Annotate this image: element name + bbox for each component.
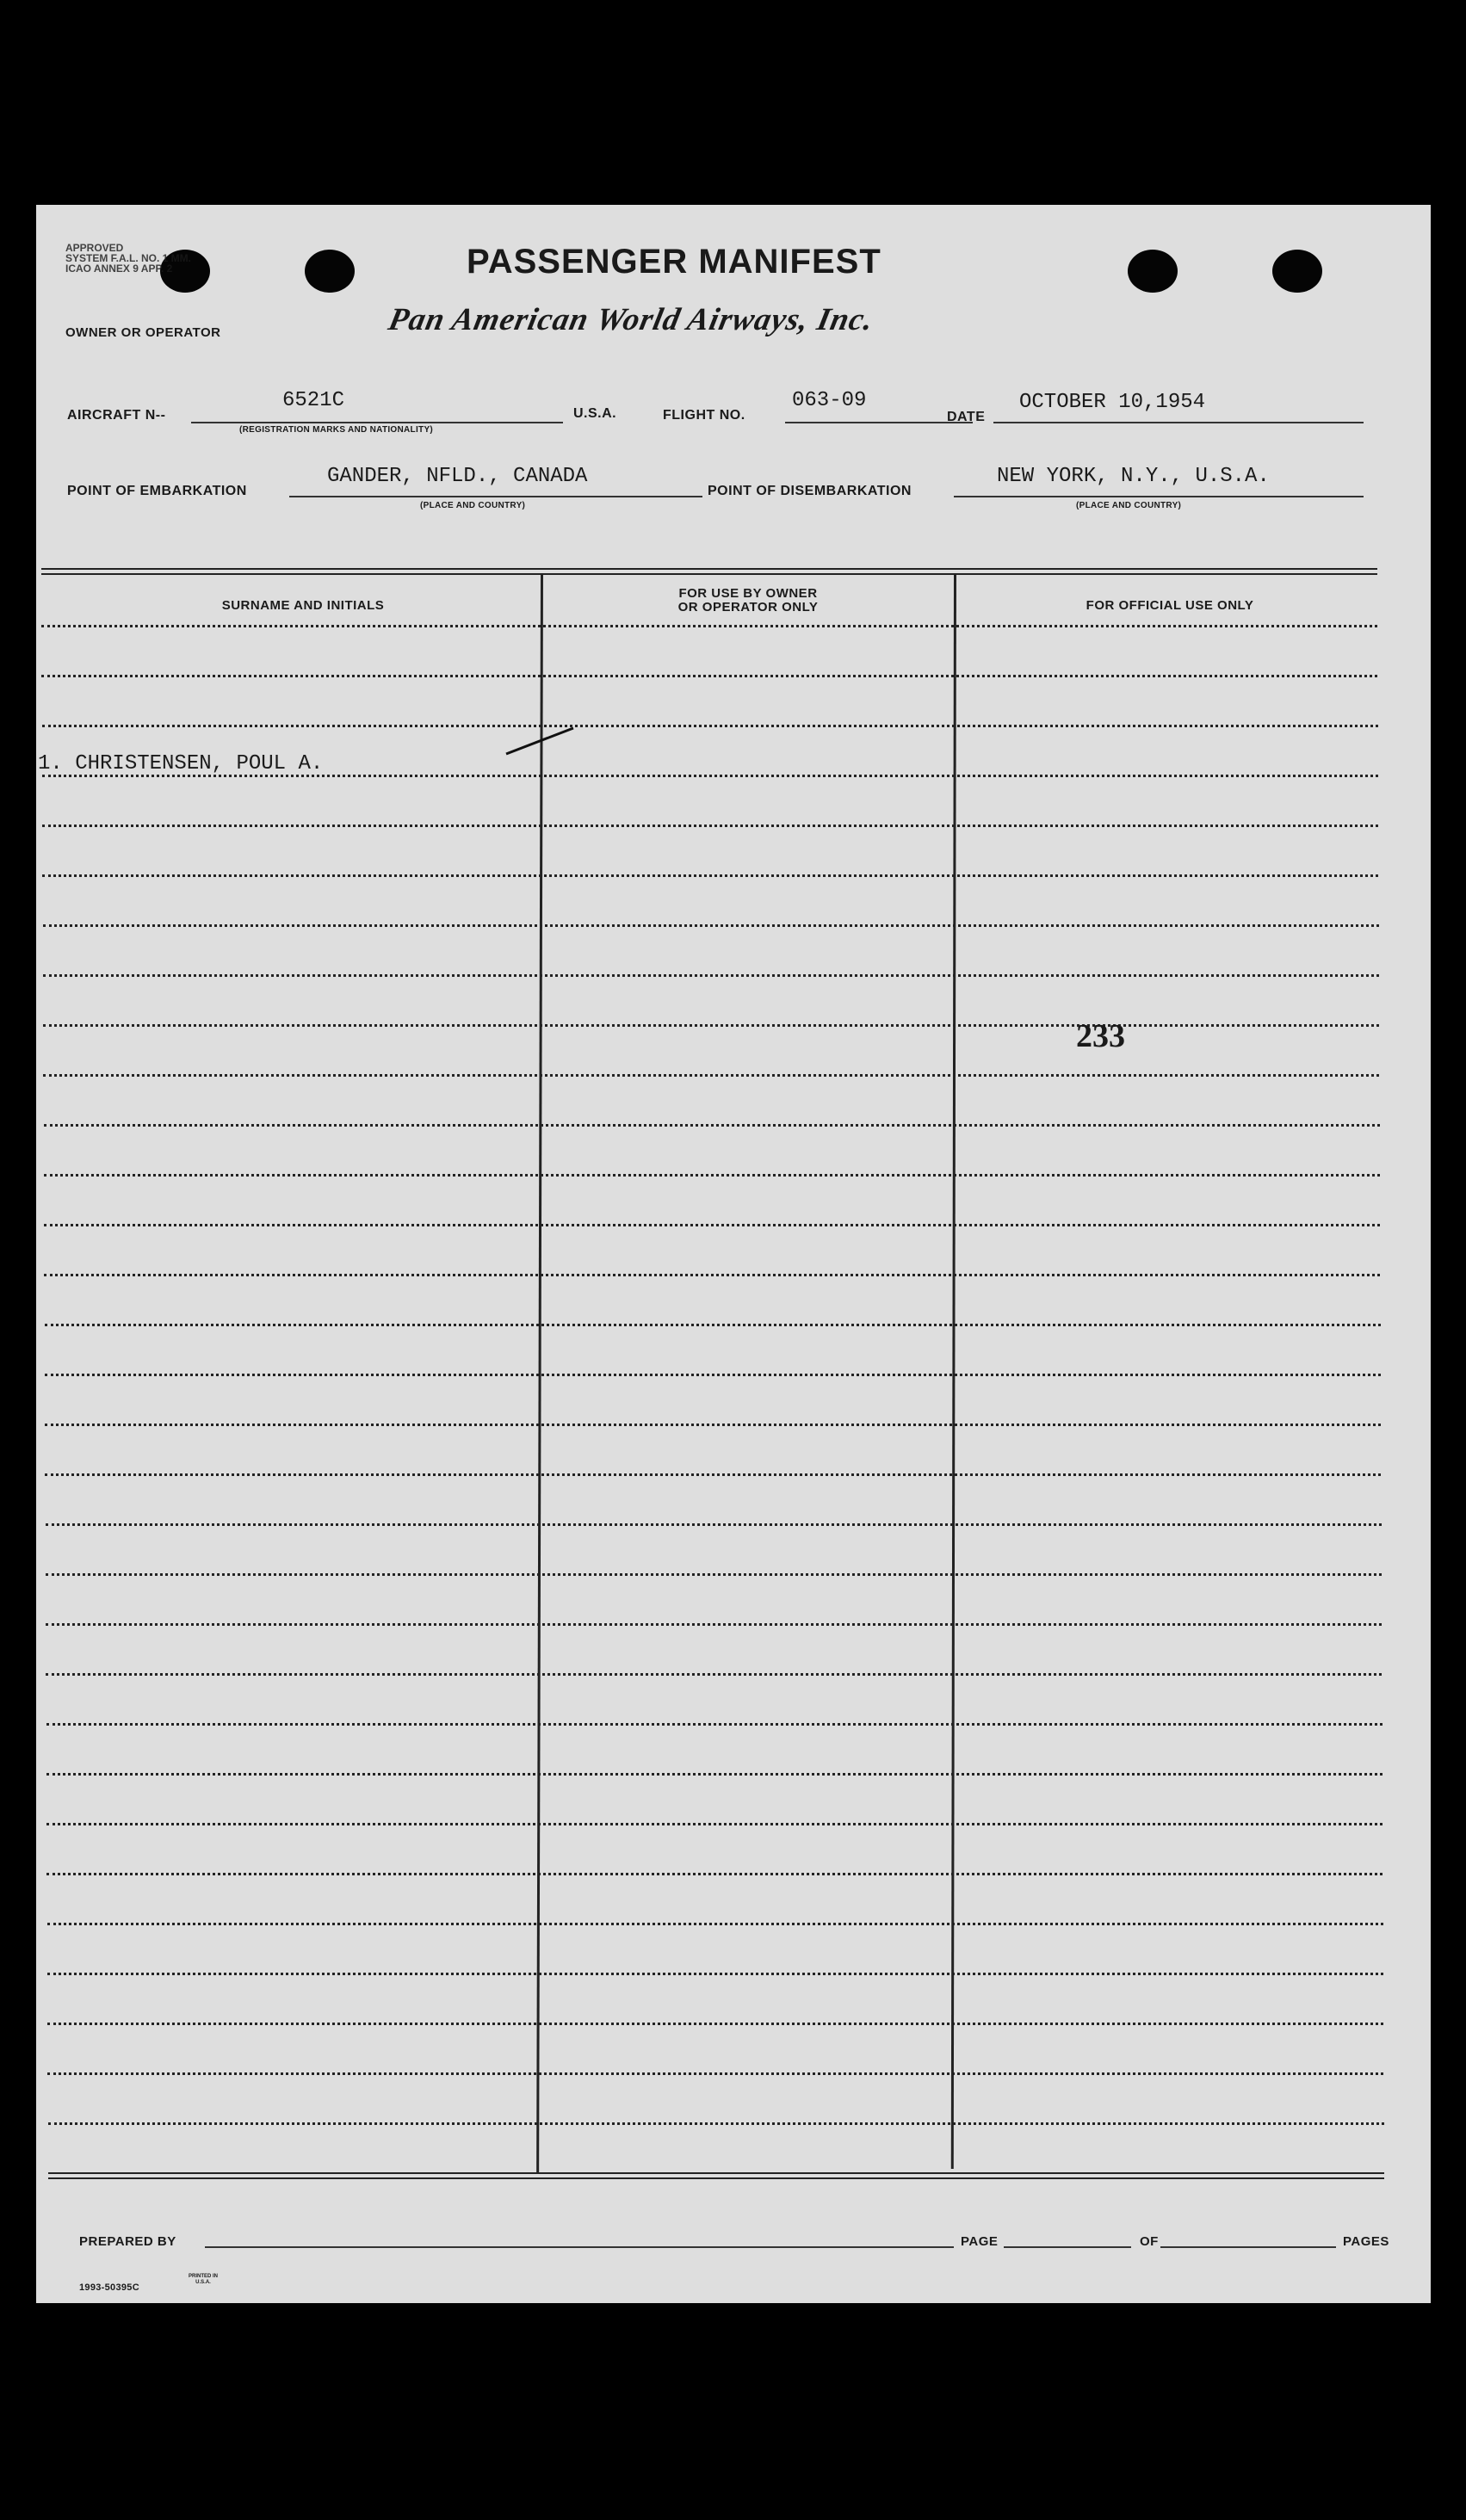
table-row-line [42, 825, 1378, 827]
passenger-entry: 1. CHRISTENSEN, POUL A. [38, 752, 324, 775]
embarkation-caption: (PLACE AND COUNTRY) [420, 501, 526, 510]
pages-label: PAGES [1343, 2234, 1389, 2249]
prepared-label: PREPARED BY [79, 2234, 176, 2249]
of-line [1160, 2246, 1336, 2248]
page-line [1004, 2246, 1131, 2248]
date-line [993, 422, 1364, 423]
disembarkation-value: NEW YORK, N.Y., U.S.A. [997, 465, 1270, 488]
registration-caption: (REGISTRATION MARKS AND NATIONALITY) [239, 425, 434, 435]
table-top-rule [41, 573, 1377, 575]
aircraft-label: AIRCRAFT N-- [67, 408, 166, 423]
table-row-line [46, 1523, 1382, 1526]
prepared-line [205, 2246, 954, 2248]
flight-value: 063-09 [792, 389, 867, 412]
table-row-line [46, 1673, 1382, 1676]
embarkation-line [289, 496, 702, 497]
table-row-line [43, 974, 1379, 977]
date-label: DATE [947, 410, 986, 424]
approval-text [65, 243, 191, 274]
table-row-line [44, 1124, 1380, 1127]
aircraft-line [191, 422, 563, 423]
table-row-line [44, 1174, 1380, 1177]
punch-hole [1272, 250, 1322, 293]
column-header-owner [546, 587, 950, 615]
table-row-line [46, 1573, 1382, 1576]
embarkation-value: GANDER, NFLD., CANADA [327, 465, 588, 488]
table-row-line [41, 675, 1377, 677]
disembarkation-caption: (PLACE AND COUNTRY) [1076, 501, 1182, 510]
table-row-line [43, 1024, 1379, 1027]
table-row-line [47, 2072, 1383, 2075]
table-row-line [44, 1224, 1380, 1226]
approval-line: SYSTEM F.A.L. NO. 1 MM. [65, 252, 192, 264]
nationality-label: U.S.A. [573, 406, 617, 421]
table-row-line [46, 1773, 1382, 1776]
manifest-sheet [36, 205, 1431, 2303]
table-row-line [47, 1973, 1383, 1975]
table-row-line [47, 2023, 1383, 2025]
table-row-line [46, 1873, 1382, 1875]
table-row-line [43, 1074, 1379, 1077]
official-number: 233 [1076, 1018, 1125, 1054]
owner-label: OWNER OR OPERATOR [65, 325, 221, 340]
of-label: OF [1140, 2234, 1159, 2249]
table-row-line [45, 1473, 1381, 1476]
column-header-owner-line: FOR USE BY OWNER [678, 586, 818, 601]
column-header-owner-line: OR OPERATOR ONLY [677, 600, 819, 615]
table-top-rule [41, 568, 1377, 570]
column-divider [951, 575, 956, 2169]
column-header-official: FOR OFFICIAL USE ONLY [1086, 598, 1254, 613]
disembarkation-line [954, 496, 1364, 497]
embarkation-label: POINT OF EMBARKATION [67, 484, 247, 498]
punch-hole [305, 250, 355, 293]
table-bottom-rule [48, 2177, 1384, 2179]
table-row-line [48, 2122, 1384, 2125]
form-number: 1993-50395C [79, 2282, 139, 2293]
aircraft-value: 6521C [282, 389, 345, 412]
approval-line: APPROVED [65, 242, 124, 254]
airline-name: Pan American World Airways, Inc. [385, 302, 877, 337]
date-value: OCTOBER 10,1954 [1019, 391, 1206, 414]
table-row-line [41, 625, 1377, 627]
disembarkation-label: POINT OF DISEMBARKATION [708, 484, 912, 498]
check-mark [501, 725, 578, 759]
table-row-line [46, 1823, 1382, 1825]
check-mark-stroke [506, 728, 573, 754]
table-row-line [45, 1324, 1381, 1326]
approval-line: ICAO ANNEX 9 APP. 2 [65, 262, 173, 275]
table-row-line [46, 1723, 1382, 1726]
table-row-line [45, 1424, 1381, 1426]
punch-hole [1128, 250, 1178, 293]
table-row-line [45, 1374, 1381, 1376]
printer-mark: PRINTED IN U.S.A. [188, 2274, 218, 2285]
table-row-line [44, 1274, 1380, 1276]
table-row-line [42, 725, 1378, 727]
flight-line [785, 422, 973, 423]
table-bottom-rule [48, 2172, 1384, 2174]
page-title: PASSENGER MANIFEST [467, 243, 881, 281]
page-label: PAGE [961, 2234, 999, 2249]
table-row-line [47, 1923, 1383, 1925]
column-header-surname: SURNAME AND INITIALS [221, 598, 385, 613]
table-row-line [46, 1623, 1382, 1626]
flight-label: FLIGHT NO. [663, 408, 745, 423]
table-row-line [42, 874, 1378, 877]
table-row-line [43, 924, 1379, 927]
